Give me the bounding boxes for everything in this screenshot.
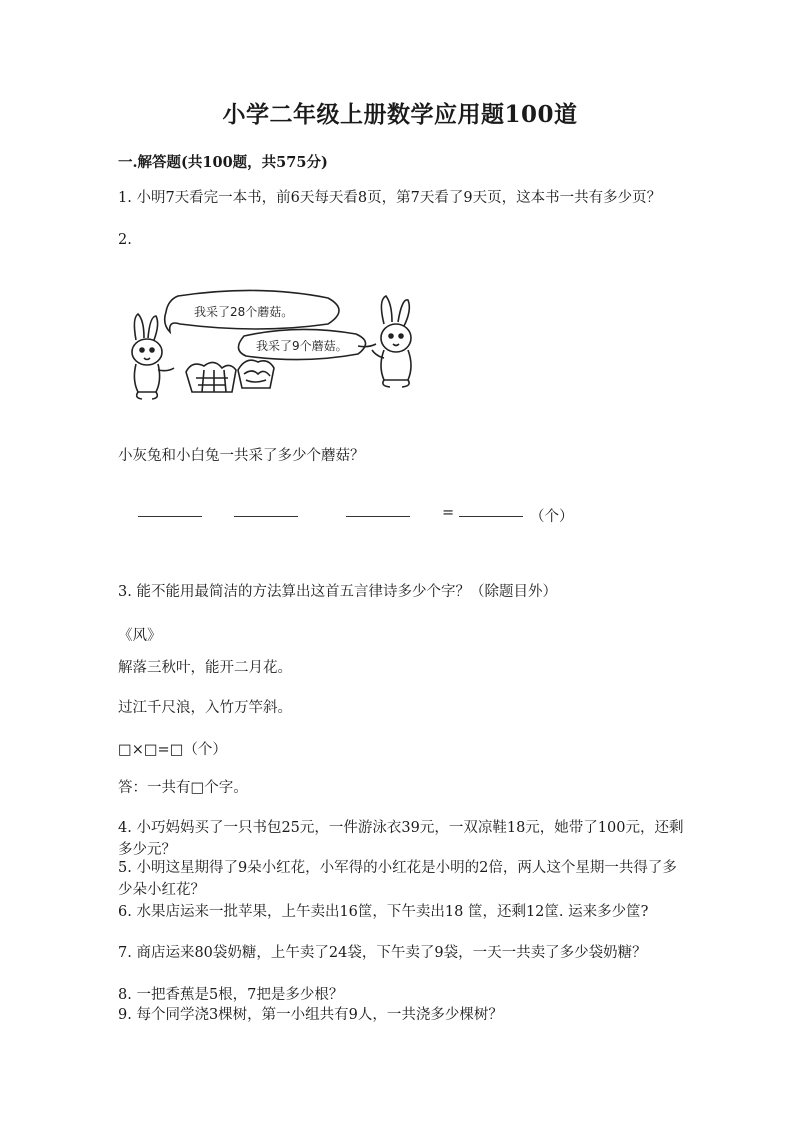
white-rabbit-icon [372,296,411,387]
gray-rabbit-icon [132,314,174,399]
question-4: 4. 小巧妈妈买了一只书包25元，一件游泳衣39元，一双凉鞋18元，她带了100元，还剩多少元？ [118,820,684,858]
rabbits-illustration [118,288,433,406]
question-8: 8. 一把香蕉是5根，7把是多少根？ [118,987,344,1003]
bubble-1-text: 我采了28个蘑菇。 [194,305,294,319]
poem-line-1: 解落三秋叶，能开二月花。 [118,660,292,676]
answer-blank-result[interactable] [459,516,523,517]
question-3: 3. 能不能用最简洁的方法算出这首五言律诗多少个字？（除题目外） [118,584,557,600]
question-7: 7. 商店运来80袋奶糖，上午卖了24袋，下午卖了9袋，一天一共卖了多少袋奶糖？ [118,945,647,961]
bubble-2-text: 我采了9个蘑菇。 [256,339,348,353]
question-1: 1. 小明7天看完一本书，前6天每天看8页，第7天看了9天页，这本书一共有多少页？ [118,190,662,206]
page-title: 小学二年级上册数学应用题100道 [222,101,578,128]
question-2-number: 2. [118,232,132,248]
question-6: 6. 水果店运来一批苹果，上午卖出16筐，下午卖出18 筐，还剩12筐. 运来多少筐? [118,904,649,920]
question-9: 9. 每个同学浇3棵树，第一小组共有9人，一共浇多少棵树？ [118,1007,503,1023]
answer-blank-2[interactable] [234,516,298,517]
equals-sign: = [442,505,455,521]
answer-blank-1[interactable] [138,516,202,517]
poem-line-2: 过江千尺浪，入竹万竿斜。 [118,700,292,716]
answer-blank-3[interactable] [346,516,410,517]
answer-line: 答：一共有□个字。 [118,780,248,796]
formula-line: □×□=□（个） [118,742,227,758]
mushroom-basket-icon [186,360,274,392]
section-heading: 一.解答题(共100题，共575分) [118,154,328,171]
poem-title: 《风》 [118,628,162,644]
unit-label: （个） [530,509,574,525]
question-2-text: 小灰兔和小白兔一共采了多少个蘑菇？ [118,448,365,464]
question-5: 5. 小明这星期得了9朵小红花，小军得的小红花是小明的2倍，两人这个星期一共得了多少朵小红花？ [118,860,677,898]
